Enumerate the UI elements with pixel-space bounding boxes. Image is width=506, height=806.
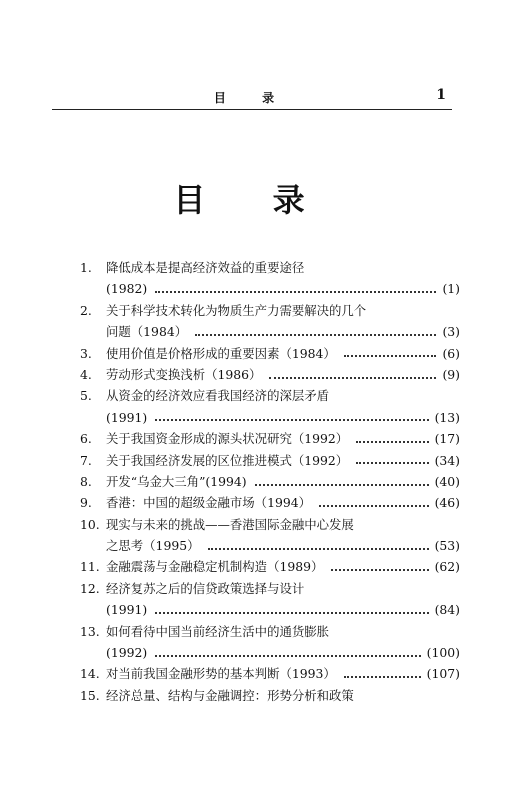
toc-entry-text: 问题（1984） [106, 324, 188, 340]
toc-entry-title: 降低成本是提高经济效益的重要途径 [106, 260, 305, 275]
toc-dot-leader [155, 606, 428, 614]
toc-entry [80, 343, 460, 364]
toc-page-number: (53) [434, 538, 460, 554]
running-header [52, 87, 452, 110]
toc-page-line [80, 535, 460, 556]
toc-entry [80, 556, 460, 577]
toc-dot-leader [331, 563, 428, 571]
toc-entry-text: 使用价值是价格形成的重要因素（1984） [106, 345, 336, 361]
toc-page-line [80, 642, 460, 663]
toc-entry-text: 开发“乌金大三角”(1994) [106, 473, 247, 489]
toc-page-number: (84) [434, 602, 460, 618]
toc-page-line [80, 599, 460, 620]
toc-dot-leader [356, 435, 428, 443]
toc-entry-number: 7. [80, 452, 92, 468]
toc-entry-number: 2. [80, 302, 92, 318]
toc-page-number: (62) [434, 559, 460, 575]
toc-entry-title: 关于科学技术转化为物质生产力需要解决的几个 [106, 302, 367, 318]
toc-page-number: (13) [434, 409, 460, 425]
toc-title-line [80, 257, 460, 278]
toc-entry-number: 11. [80, 559, 100, 575]
toc-page-number: (107) [426, 666, 460, 682]
toc-heading: 目 录 [173, 181, 333, 219]
toc-entry-text: (1991) [106, 602, 148, 618]
toc-entry-text: 之思考（1995） [106, 538, 200, 554]
toc-page-number: (46) [434, 495, 460, 511]
toc-entry [80, 471, 460, 492]
toc-entry-title: 经济复苏之后的信贷政策选择与设计 [106, 580, 305, 596]
toc-entry [80, 663, 460, 684]
toc-entry [80, 257, 460, 300]
toc-title-line [80, 685, 460, 706]
toc-page-number: (100) [426, 645, 460, 661]
toc-entry-number: 4. [80, 366, 92, 382]
toc-page-line [80, 556, 460, 577]
toc-entry [80, 685, 460, 706]
toc-title-line [80, 514, 460, 535]
toc-page-line [80, 278, 460, 299]
toc-dot-leader [319, 499, 429, 507]
toc-entry-title: 如何看待中国当前经济生活中的通货膨胀 [106, 623, 330, 639]
toc-page-line [80, 663, 460, 684]
toc-dot-leader [195, 328, 436, 336]
table-of-contents [80, 257, 460, 706]
toc-page-line [80, 492, 460, 513]
toc-dot-leader [269, 371, 436, 379]
toc-page-number: (3) [442, 324, 460, 340]
toc-entry-title: 经济总量、结构与金融调控：形势分析和政策 [106, 687, 354, 703]
toc-dot-leader [356, 456, 428, 464]
toc-dot-leader [255, 478, 429, 486]
toc-entry [80, 578, 460, 621]
toc-dot-leader [208, 542, 429, 550]
toc-entry [80, 385, 460, 428]
toc-page-line [80, 450, 460, 471]
toc-entry [80, 428, 460, 449]
toc-entry-text: 关于我国经济发展的区位推进模式（1992） [106, 452, 349, 468]
toc-page-number: (40) [434, 473, 460, 489]
toc-page-number: (17) [434, 431, 460, 447]
running-header-page-number: 1 [436, 87, 446, 103]
toc-dot-leader [155, 413, 428, 421]
toc-entry [80, 300, 460, 343]
toc-page-line [80, 321, 460, 342]
toc-entry-text: (1982) [106, 281, 148, 297]
toc-entry [80, 492, 460, 513]
toc-entry-number: 6. [80, 431, 92, 447]
toc-entry-text: 香港：中国的超级金融市场（1994） [106, 495, 312, 511]
toc-entry [80, 450, 460, 471]
toc-page-number: (34) [434, 452, 460, 468]
toc-page-number: (1) [442, 281, 460, 297]
toc-entry-number: 10. [80, 516, 100, 532]
toc-entry-number: 5. [80, 388, 92, 404]
toc-entry-text: 劳动形式变换浅析（1986） [106, 366, 262, 382]
toc-entry-number: 13. [80, 623, 100, 639]
toc-dot-leader [344, 670, 421, 678]
toc-page-line [80, 428, 460, 449]
toc-title-line [80, 385, 460, 406]
toc-page-number: (9) [442, 366, 460, 382]
toc-entry-title: 现实与未来的挑战——香港国际金融中心发展 [106, 516, 354, 532]
toc-page-number: (6) [442, 345, 460, 361]
toc-entry-number: 1. [80, 260, 92, 275]
toc-entry-number: 3. [80, 345, 92, 361]
toc-entry-number: 8. [80, 473, 92, 489]
toc-dot-leader [155, 649, 420, 657]
toc-entry-number: 14. [80, 666, 100, 682]
toc-entry-number: 9. [80, 495, 92, 511]
toc-title-line [80, 621, 460, 642]
toc-page-line [80, 471, 460, 492]
toc-page-line [80, 364, 460, 385]
toc-entry-number: 12. [80, 580, 100, 596]
toc-page-line [80, 343, 460, 364]
toc-entry-text: 关于我国资金形成的源头状况研究（1992） [106, 431, 349, 447]
toc-entry-number: 15. [80, 687, 100, 703]
toc-title-line [80, 578, 460, 599]
toc-entry-text: (1992) [106, 645, 148, 661]
toc-dot-leader [155, 285, 436, 293]
toc-entry-text: 金融震荡与金融稳定机制构造（1989） [106, 559, 324, 575]
toc-entry [80, 621, 460, 664]
running-header-title: 目 录 [213, 91, 291, 105]
toc-entry-text: 对当前我国金融形势的基本判断（1993） [106, 666, 336, 682]
toc-entry-text: (1991) [106, 409, 148, 425]
toc-title-line [80, 300, 460, 321]
toc-entry-title: 从资金的经济效应看我国经济的深层矛盾 [106, 388, 330, 404]
toc-entry [80, 364, 460, 385]
toc-page-line [80, 407, 460, 428]
toc-dot-leader [344, 349, 437, 357]
toc-entry [80, 514, 460, 557]
